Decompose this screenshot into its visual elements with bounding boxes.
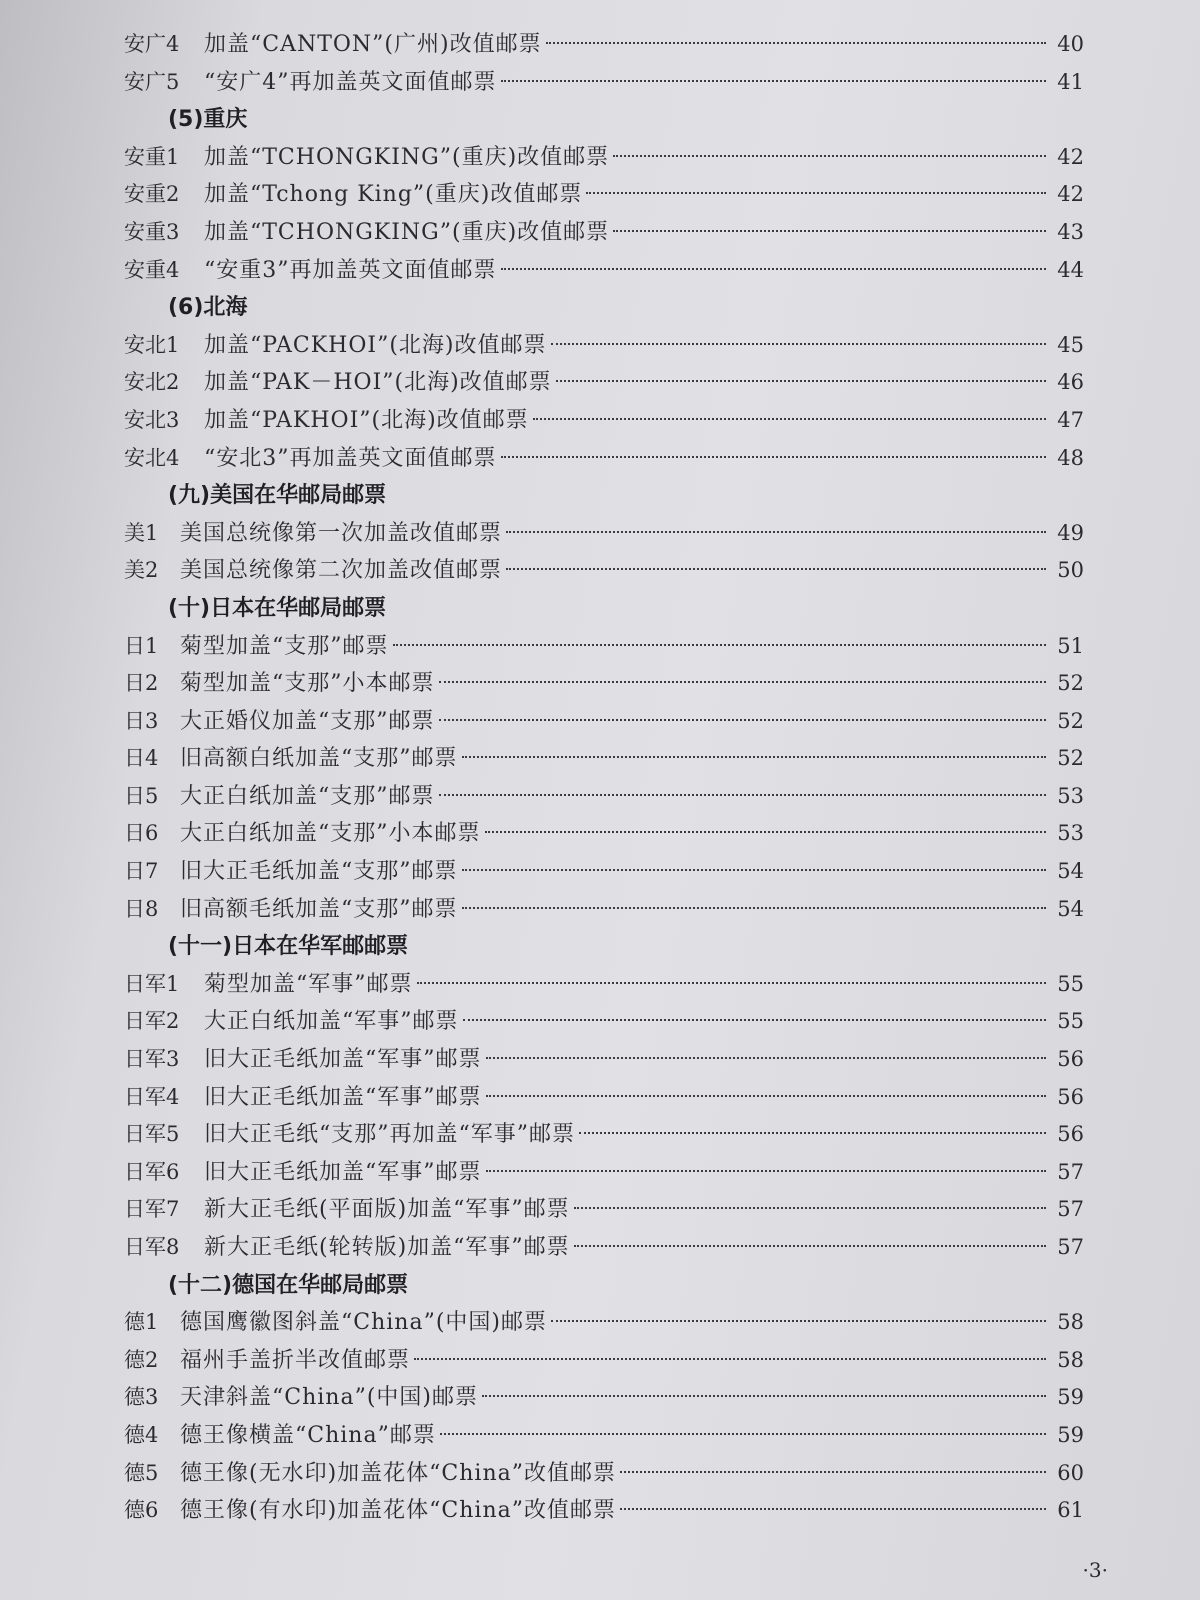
entry-code: 德3 (124, 1385, 159, 1410)
dot-leader (506, 531, 1046, 533)
toc-entry[interactable] (124, 1455, 1084, 1493)
entry-page-number: 57 (1057, 1197, 1084, 1222)
entry-code: 安北1 (124, 332, 180, 357)
entry-code: 日1 (124, 633, 159, 658)
dot-leader (485, 831, 1047, 833)
toc-entry[interactable] (124, 891, 1084, 929)
entry-page-number: 53 (1057, 821, 1084, 846)
entry-code: 安重2 (124, 182, 180, 207)
toc-entry[interactable] (124, 552, 1084, 590)
section-heading: (6)北海 (168, 295, 248, 321)
entry-page-number: 48 (1057, 445, 1084, 470)
entry-title: 旧大正毛纸加盖“支那”邮票 (180, 859, 458, 885)
entry-title: 旧大正毛纸加盖“军事”邮票 (204, 1047, 482, 1073)
entry-title: 大正白纸加盖“支那”邮票 (180, 783, 435, 809)
entry-page-number: 50 (1057, 558, 1084, 583)
dot-leader (414, 1358, 1046, 1360)
entry-title: 加盖“TCHONGKING”(重庆)改值邮票 (204, 219, 610, 245)
dot-leader (574, 1207, 1046, 1209)
entry-title: 旧高额毛纸加盖“支那”邮票 (180, 896, 458, 922)
entry-code: 德1 (124, 1310, 159, 1335)
dot-leader (486, 1170, 1047, 1172)
entry-page-number: 52 (1057, 708, 1084, 733)
entry-page-number: 59 (1057, 1422, 1084, 1447)
entry-title: 加盖“PAK－HOI”(北海)改值邮票 (204, 370, 552, 396)
dot-leader (463, 1019, 1047, 1021)
entry-code: 日军6 (124, 1159, 180, 1184)
dot-leader (551, 1320, 1046, 1322)
entry-title: 福州手盖折半改值邮票 (180, 1347, 411, 1373)
entry-code: 安重1 (124, 144, 180, 169)
entry-page-number: 55 (1057, 971, 1084, 996)
toc-entry[interactable] (124, 1379, 1084, 1417)
toc-entry[interactable] (124, 853, 1084, 891)
entry-code: 安广5 (124, 69, 180, 94)
entry-title: 加盖“Tchong King”(重庆)改值邮票 (204, 182, 583, 208)
toc-entry[interactable] (124, 1154, 1084, 1192)
dot-leader (501, 268, 1047, 270)
entry-code: 日军8 (124, 1235, 180, 1259)
entry-page-number: 51 (1057, 633, 1084, 658)
dot-leader (462, 907, 1047, 909)
entry-title: 旧高额白纸加盖“支那”邮票 (180, 746, 458, 772)
entry-page-number: 54 (1057, 896, 1084, 921)
entry-code: 美2 (124, 558, 159, 583)
toc-entry[interactable] (124, 778, 1084, 816)
entry-page-number: 61 (1057, 1498, 1084, 1523)
dot-leader (556, 380, 1046, 382)
toc-entry[interactable] (124, 966, 1084, 1004)
entry-title: 旧大正毛纸“支那”再加盖“军事”邮票 (204, 1122, 575, 1148)
entry-page-number: 60 (1057, 1460, 1084, 1485)
section-heading: (十二)德国在华邮局邮票 (168, 1272, 409, 1298)
dot-leader (486, 1095, 1047, 1097)
dot-leader (506, 568, 1046, 570)
entry-code: 日7 (124, 859, 159, 884)
toc-entry[interactable] (124, 176, 1084, 214)
entry-title: 加盖“TCHONGKING”(重庆)改值邮票 (204, 144, 610, 170)
entry-code: 安北4 (124, 445, 180, 470)
entry-title: 美国总统像第二次加盖改值邮票 (180, 558, 503, 584)
entry-title: “安北3”再加盖英文面值邮票 (204, 445, 497, 471)
dot-leader (439, 794, 1047, 796)
toc-entry[interactable] (124, 740, 1084, 778)
dot-leader (620, 1508, 1046, 1510)
entry-page-number: 46 (1057, 370, 1084, 395)
entry-code: 安北3 (124, 407, 180, 432)
section-heading: (5)重庆 (168, 107, 248, 133)
entry-code: 日4 (124, 746, 159, 771)
entry-title: 旧大正毛纸加盖“军事”邮票 (204, 1084, 482, 1110)
toc-entry[interactable] (124, 327, 1084, 365)
toc-entry[interactable] (124, 139, 1084, 177)
dot-leader (417, 982, 1047, 984)
toc-entry[interactable] (124, 402, 1084, 440)
entry-code: 日2 (124, 671, 159, 696)
entry-code: 日5 (124, 783, 159, 808)
dot-leader (586, 192, 1046, 194)
dot-leader (613, 230, 1046, 232)
entry-page-number: 43 (1057, 219, 1084, 244)
entry-title: 新大正毛纸(平面版)加盖“军事”邮票 (204, 1197, 570, 1223)
toc-entry[interactable] (124, 815, 1084, 853)
entry-title: 德王像(无水印)加盖花体“China”改值邮票 (180, 1460, 616, 1486)
entry-page-number: 57 (1057, 1235, 1084, 1259)
entry-code: 德4 (124, 1422, 159, 1447)
entry-page-number: 45 (1057, 332, 1084, 357)
dot-leader (462, 869, 1047, 871)
dot-leader (620, 1471, 1046, 1473)
entry-code: 安北2 (124, 370, 180, 395)
entry-title: 大正白纸加盖“支那”小本邮票 (180, 821, 481, 847)
section-heading: (九)美国在华邮局邮票 (168, 483, 387, 509)
entry-code: 安重3 (124, 219, 180, 244)
entry-page-number: 57 (1057, 1159, 1084, 1184)
entry-page-number: 47 (1057, 407, 1084, 432)
entry-page-number: 41 (1057, 69, 1084, 94)
toc-entry[interactable] (124, 1342, 1084, 1380)
dot-leader (551, 343, 1046, 345)
dot-leader (579, 1132, 1046, 1134)
entry-title: 菊型加盖“支那”邮票 (180, 633, 389, 659)
entry-title: 加盖“PACKHOI”(北海)改值邮票 (204, 332, 547, 358)
entry-title: 德王像横盖“China”邮票 (180, 1422, 436, 1448)
entry-code: 日军7 (124, 1197, 180, 1222)
dot-leader (546, 42, 1046, 44)
toc-entry[interactable] (124, 628, 1084, 666)
table-of-contents (124, 26, 1084, 1530)
entry-code: 日军3 (124, 1047, 180, 1072)
entry-page-number: 54 (1057, 859, 1084, 884)
toc-entry[interactable] (124, 214, 1084, 252)
entry-title: “安广4”再加盖英文面值邮票 (204, 69, 497, 95)
toc-entry[interactable] (124, 1229, 1084, 1267)
dot-leader (439, 719, 1047, 721)
entry-code: 日6 (124, 821, 159, 846)
entry-title: “安重3”再加盖英文面值邮票 (204, 257, 497, 283)
entry-code: 日8 (124, 896, 159, 921)
entry-page-number: 40 (1057, 32, 1084, 56)
dot-leader (482, 1395, 1046, 1397)
entry-title: 大正婚仪加盖“支那”邮票 (180, 708, 435, 734)
toc-entry[interactable] (124, 665, 1084, 703)
toc-entry[interactable] (124, 26, 1084, 64)
toc-entry[interactable] (124, 64, 1084, 102)
entry-page-number: 58 (1057, 1310, 1084, 1335)
dot-leader (501, 456, 1047, 458)
dot-leader (393, 644, 1047, 646)
entry-title: 美国总统像第一次加盖改值邮票 (180, 520, 503, 546)
entry-page-number: 44 (1057, 257, 1084, 282)
dot-leader (613, 155, 1046, 157)
entry-code: 日军1 (124, 971, 180, 996)
toc-entry[interactable] (124, 1003, 1084, 1041)
entry-code: 日军4 (124, 1084, 180, 1109)
entry-page-number: 49 (1057, 520, 1084, 545)
entry-title: 新大正毛纸(轮转版)加盖“军事”邮票 (204, 1235, 570, 1260)
toc-entry[interactable] (124, 515, 1084, 553)
page-number: ·3· (1082, 1558, 1108, 1582)
toc-entry[interactable] (124, 1079, 1084, 1117)
entry-code: 美1 (124, 520, 159, 545)
entry-title: 德国鹰徽图斜盖“China”(中国)邮票 (180, 1310, 547, 1336)
entry-title: 加盖“CANTON”(广州)改值邮票 (204, 32, 542, 57)
entry-title: 菊型加盖“支那”小本邮票 (180, 671, 435, 697)
entry-code: 日3 (124, 708, 159, 733)
entry-page-number: 42 (1057, 182, 1084, 207)
entry-page-number: 58 (1057, 1347, 1084, 1372)
entry-title: 加盖“PAKHOI”(北海)改值邮票 (204, 407, 529, 433)
toc-entry[interactable] (124, 364, 1084, 402)
toc-entry[interactable] (124, 440, 1084, 478)
toc-entry[interactable] (124, 1041, 1084, 1079)
dot-leader (486, 1057, 1047, 1059)
entry-code: 德2 (124, 1347, 159, 1372)
entry-code: 日军5 (124, 1122, 180, 1147)
toc-entry[interactable] (124, 1191, 1084, 1229)
section-heading: (十一)日本在华军邮邮票 (168, 934, 409, 960)
entry-code: 安重4 (124, 257, 180, 282)
entry-code: 安广4 (124, 32, 180, 56)
dot-leader (439, 681, 1047, 683)
toc-entry[interactable] (124, 1116, 1084, 1154)
entry-page-number: 56 (1057, 1084, 1084, 1109)
entry-page-number: 42 (1057, 144, 1084, 169)
section-heading: (十)日本在华邮局邮票 (168, 595, 387, 621)
entry-page-number: 53 (1057, 783, 1084, 808)
entry-code: 德6 (124, 1498, 159, 1523)
toc-entry[interactable] (124, 703, 1084, 741)
entry-code: 日军2 (124, 1009, 180, 1034)
entry-title: 德王像(有水印)加盖花体“China”改值邮票 (180, 1498, 616, 1524)
entry-code: 德5 (124, 1460, 159, 1485)
entry-page-number: 52 (1057, 746, 1084, 771)
entry-title: 菊型加盖“军事”邮票 (204, 971, 413, 997)
entry-title: 旧大正毛纸加盖“军事”邮票 (204, 1159, 482, 1185)
dot-leader (501, 80, 1047, 82)
dot-leader (574, 1245, 1046, 1247)
entry-page-number: 56 (1057, 1047, 1084, 1072)
entry-title: 天津斜盖“China”(中国)邮票 (180, 1385, 478, 1411)
toc-entry[interactable] (124, 252, 1084, 290)
toc-entry[interactable] (124, 1304, 1084, 1342)
dot-leader (462, 756, 1047, 758)
entry-page-number: 55 (1057, 1009, 1084, 1034)
toc-entry[interactable] (124, 1492, 1084, 1530)
toc-entry[interactable] (124, 1417, 1084, 1455)
dot-leader (440, 1433, 1046, 1435)
entry-page-number: 56 (1057, 1122, 1084, 1147)
dot-leader (533, 418, 1046, 420)
entry-page-number: 52 (1057, 671, 1084, 696)
entry-title: 大正白纸加盖“军事”邮票 (204, 1009, 459, 1035)
entry-page-number: 59 (1057, 1385, 1084, 1410)
